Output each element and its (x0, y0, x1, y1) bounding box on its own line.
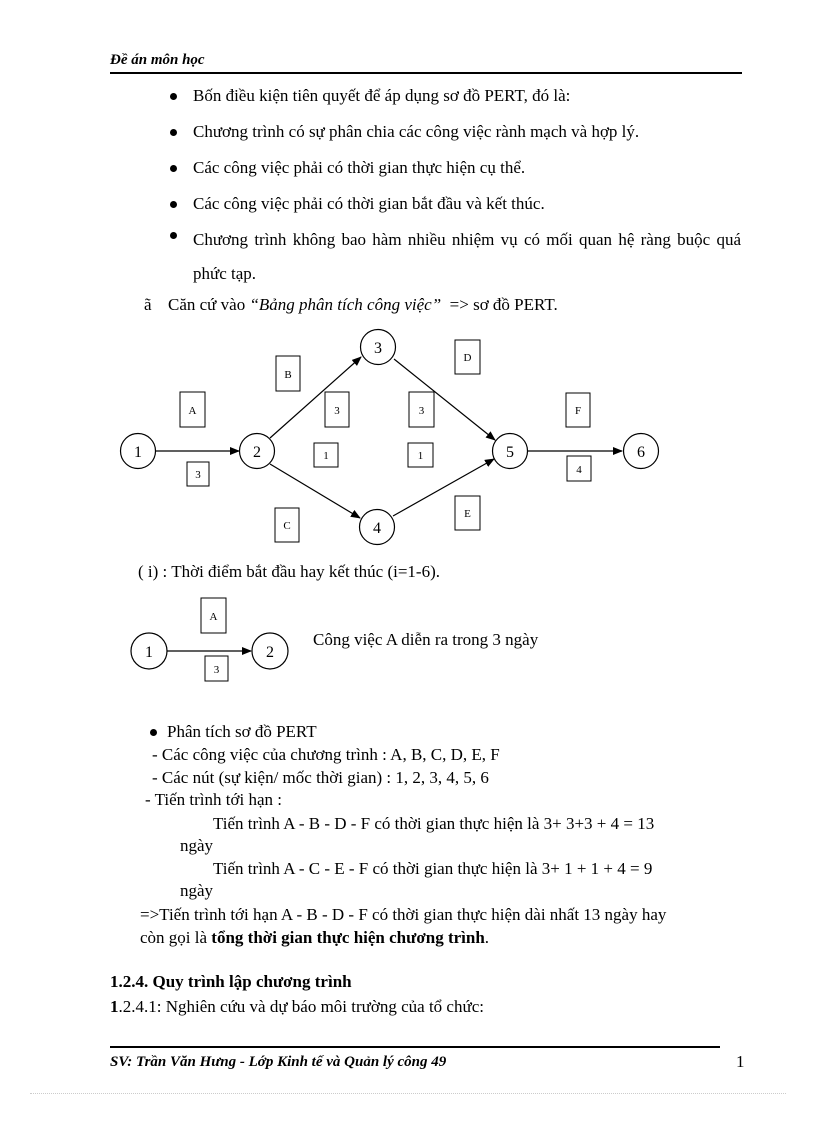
conclusion-end: . (484, 928, 490, 947)
conclusion-prefix: còn gọi là (140, 928, 212, 947)
duration-label-e: 1 (417, 450, 424, 462)
task-label-c: C (283, 520, 291, 532)
subsection-title (110, 997, 484, 1017)
example-node-from-label: 1 (145, 644, 153, 661)
duration-label-d: 3 (418, 405, 425, 417)
task-label-b: B (284, 369, 292, 381)
footer-divider (110, 1046, 720, 1048)
page-edge-border (30, 1093, 786, 1094)
duration-label-a: 3 (195, 469, 201, 481)
node-2-label: 2 (253, 444, 261, 461)
subsection-number: 1 (110, 997, 119, 1016)
analysis-heading (150, 722, 317, 742)
node-legend: ( i) : Thời điểm bắt đầu hay kết thúc (i=1-6). (138, 562, 440, 581)
node-4-label: 4 (373, 520, 381, 537)
basis-prefix: Căn cứ vào (168, 295, 246, 314)
condition-item: Bốn điều kiện tiên quyết để áp dụng sơ đồ PERT, đó là: (163, 84, 763, 120)
condition-item-text: Chương trình không bao hàm nhiều nhiệm vụ có mối quan hệ ràng buộc quá phức tạp. (193, 230, 741, 283)
basis-symbol: ã (144, 295, 152, 314)
section-title: 1.2.4. Quy trình lập chương trình (110, 972, 352, 991)
example-node-to-label: 2 (266, 644, 274, 661)
node-6-label: 6 (637, 444, 645, 461)
basis-source: “Bảng phân tích công việc” (249, 295, 442, 314)
critical-path-1: Tiến trình A - B - D - F có thời gian thực hiện là 3+ 3+3 + 4 = 13 (213, 814, 655, 833)
condition-item: Chương trình có sự phân chia các công việc rành mạch và hợp lý. (163, 120, 763, 156)
subsection-text: .2.4.1: Nghiên cứu và dự báo môi trường của tổ chức: (118, 997, 484, 1016)
task-label-a: A (188, 405, 197, 417)
conclusion-line-2 (140, 928, 489, 948)
document-header-title: Đề án môn học (110, 52, 205, 68)
duration-label-f: 4 (576, 464, 582, 476)
task-label-e: E (464, 508, 471, 520)
node-3-label: 3 (374, 340, 382, 357)
condition-item: Các công việc phải có thời gian bắt đầu và kết thúc. (163, 192, 763, 228)
basis-suffix: => sơ đồ PERT. (449, 295, 558, 314)
critical-path-2-unit: ngày (180, 881, 214, 900)
page-number: 1 (736, 1052, 745, 1071)
node-1-label: 1 (134, 444, 142, 461)
duration-label-c: 1 (323, 450, 329, 462)
analysis-tasks-line: - Các công việc của chương trình : A, B, C, D, E, F (152, 745, 500, 764)
condition-item: Các công việc phải có thời gian thực hiện cụ thể. (163, 156, 763, 192)
critical-path-1-unit: ngày (180, 836, 214, 855)
node-5-label: 5 (506, 444, 514, 461)
duration-label-b: 3 (334, 405, 340, 417)
critical-path-2: Tiến trình A - C - E - F có thời gian thực hiện là 3+ 1 + 1 + 4 = 9 (213, 859, 653, 878)
example-task-label: A (209, 611, 218, 623)
critical-path-heading: - Tiến trình tới hạn : (145, 790, 282, 809)
example-caption: Công việc A diễn ra trong 3 ngày (313, 630, 539, 649)
task-label-d: D (463, 352, 472, 364)
footer-author: SV: Trần Văn Hưng - Lớp Kinh tế và Quản lý công 49 (110, 1054, 447, 1070)
conclusion-emphasis: tổng thời gian thực hiện chương trình (211, 928, 485, 947)
example-duration-label: 3 (213, 664, 220, 676)
analysis-heading-text: Phân tích sơ đồ PERT (167, 722, 317, 741)
analysis-nodes-line: - Các nút (sự kiện/ mốc thời gian) : 1, 2, 3, 4, 5, 6 (152, 768, 489, 787)
task-label-f: F (574, 405, 582, 417)
conclusion-line-1: =>Tiến trình tới hạn A - B - D - F có thời gian thực hiện dài nhất 13 ngày hay (140, 905, 667, 924)
